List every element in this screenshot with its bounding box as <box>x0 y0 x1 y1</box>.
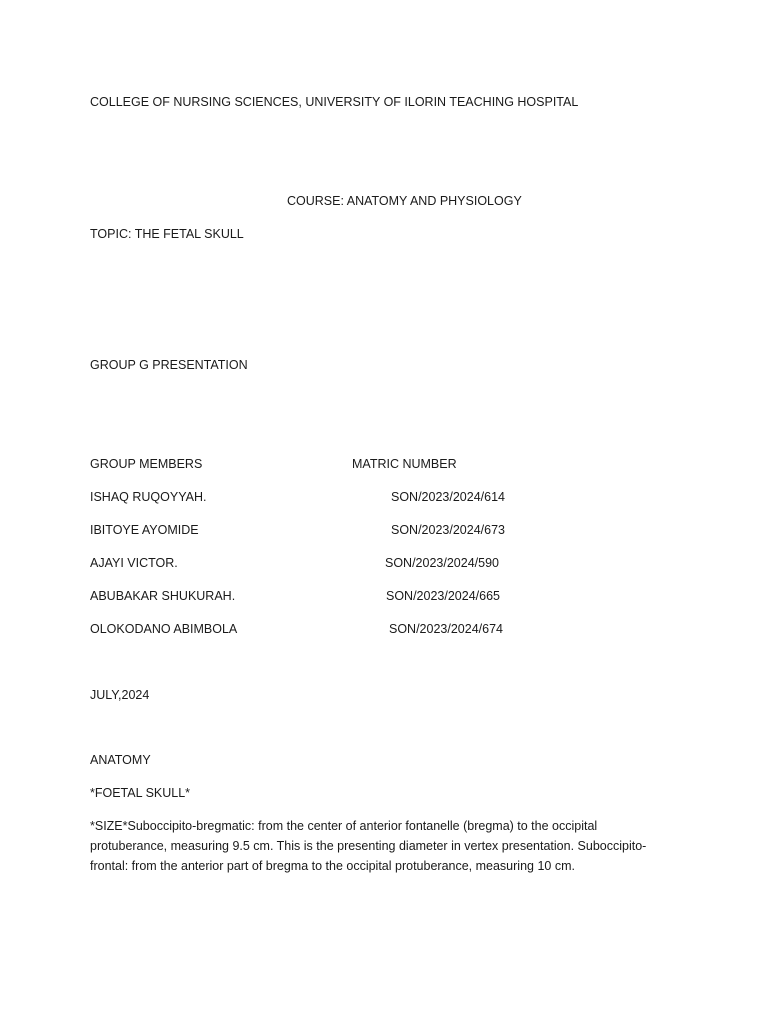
members-matric-header: MATRIC NUMBER <box>352 457 457 471</box>
topic-title: TOPIC: THE FETAL SKULL <box>90 227 244 241</box>
subheading: *FOETAL SKULL* <box>90 786 191 800</box>
course-title: COURSE: ANATOMY AND PHYSIOLOGY <box>287 194 522 208</box>
member-matric: SON/2023/2024/614 <box>391 490 505 504</box>
body-paragraph: *SIZE*Suboccipito-bregmatic: from the center of anterior fontanelle (bregma) to the occipital protuberance, measuring 9.5 cm. This is the presenting diameter in vertex presentation. Suboccipito-frontal: from the anterior part of bregma to the occipital protuberance, measuring 10 cm. <box>90 819 647 873</box>
member-name: ABUBAKAR SHUKURAH. <box>90 589 236 603</box>
member-matric: SON/2023/2024/674 <box>389 622 503 636</box>
group-title: GROUP G PRESENTATION <box>90 358 248 372</box>
member-matric: SON/2023/2024/665 <box>386 589 500 603</box>
member-matric: SON/2023/2024/673 <box>391 523 505 537</box>
section-heading: ANATOMY <box>90 753 151 767</box>
member-name: OLOKODANO ABIMBOLA <box>90 622 238 636</box>
presentation-date: JULY,2024 <box>90 688 150 702</box>
member-matric: SON/2023/2024/590 <box>385 556 499 570</box>
member-name: AJAYI VICTOR. <box>90 556 178 570</box>
member-name: ISHAQ RUQOYYAH. <box>90 490 207 504</box>
member-name: IBITOYE AYOMIDE <box>90 523 199 537</box>
institution-title: COLLEGE OF NURSING SCIENCES, UNIVERSITY OF ILORIN TEACHING HOSPITAL <box>90 95 579 109</box>
members-name-header: GROUP MEMBERS <box>90 457 203 471</box>
